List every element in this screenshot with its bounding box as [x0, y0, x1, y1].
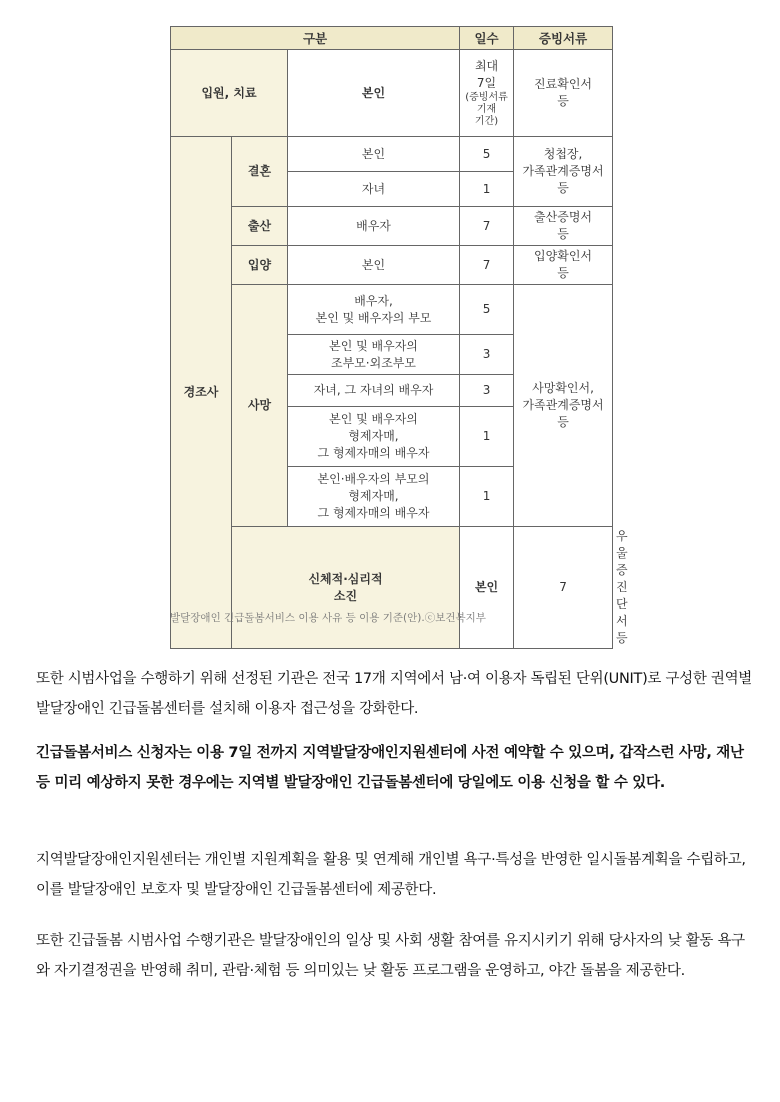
admission-docs-line: 등	[557, 94, 569, 108]
usage-criteria-table	[170, 26, 628, 649]
burnout-target: 본인	[460, 527, 514, 649]
admission-days	[460, 50, 514, 137]
table-row-death-1	[171, 285, 613, 335]
death-days: 5	[460, 285, 514, 335]
adoption-label: 입양	[232, 246, 288, 285]
burnout-label-line: 신체적·심리적	[308, 571, 383, 586]
table-header-row	[171, 27, 613, 50]
header-days: 일수	[460, 27, 514, 50]
birth-target: 배우자	[288, 207, 460, 246]
death-target-line: 본인 및 배우자의	[329, 412, 418, 426]
marriage-label: 결혼	[232, 137, 288, 207]
admission-days-line: 최대	[474, 59, 499, 73]
adoption-docs-line: 등	[557, 266, 569, 280]
table-row-burnout: 신체적·심리적 소진 본인 7 우울증 진단서 등	[171, 527, 613, 649]
admission-days-note: 기재	[476, 104, 497, 115]
birth-docs-line: 등	[557, 227, 569, 241]
paragraph-bold: 긴급돌봄서비스 신청자는 이용 7일 전까지 지역발달장애인지원센터에 사전 예약할 수 있으며, 갑작스런 사망, 재난 등 미리 예상하지 못한 경우에는 지역별 발달장애인 긴급돌봄센터에 당일에도 이용 신청을 할 수 있다.	[36, 745, 744, 791]
death-label: 사망	[232, 285, 288, 527]
death-docs-line: 등	[557, 415, 569, 429]
admission-days-note: (증빙서류	[465, 92, 508, 103]
adoption-docs-line: 입양확인서	[534, 249, 593, 263]
burnout-label	[232, 527, 460, 649]
death-target-line: 그 형제자매의 배우자	[317, 506, 430, 520]
death-days: 1	[460, 467, 514, 527]
table-caption: 발달장애인 긴급돌봄서비스 이용 사유 등 이용 기준(안).ⓒ보건복지부	[170, 612, 486, 624]
death-target-line: 배우자,	[354, 293, 393, 308]
death-target	[288, 285, 460, 335]
death-days: 3	[460, 375, 514, 407]
table-row-birth	[171, 207, 613, 246]
death-target-line: 그 형제자매의 배우자	[317, 446, 430, 460]
table-row-adoption	[171, 246, 613, 285]
admission-target: 본인	[288, 50, 460, 137]
paragraph: 또한 긴급돌봄 시범사업 수행기관은 발달장애인의 일상 및 사회 생활 참여를 유지시키기 위해 당사자의 낮 활동 욕구와 자기결정권을 반영해 취미, 관람·체험 등 의미있는 낮 활동 프로그램을 운영하고, 야간 돌봄을 제공한다.	[36, 933, 745, 979]
admission-days-line: 7일	[476, 76, 497, 90]
admission-label: 입원, 치료	[171, 50, 288, 137]
header-category: 구분	[171, 27, 460, 50]
adoption-target: 본인	[288, 246, 460, 285]
events-label: 경조사	[171, 137, 232, 649]
death-docs	[514, 285, 613, 527]
death-target-line: 본인 및 배우자의 부모	[315, 310, 432, 325]
birth-days: 7	[460, 207, 514, 246]
birth-docs	[514, 207, 613, 246]
marriage-docs-line: 가족관계증명서	[522, 164, 604, 178]
death-target-line: 조부모·외조부모	[331, 355, 416, 370]
paragraph: 지역발달장애인지원센터는 개인별 지원계획을 활용 및 연계해 개인별 욕구·특성을 반영한 일시돌봄계획을 수립하고, 이를 발달장애인 보호자 및 발달장애인 긴급돌봄센터에 제공한다.	[36, 852, 746, 898]
death-target	[288, 335, 460, 375]
adoption-days: 7	[460, 246, 514, 285]
death-target-line: 형제자매,	[348, 489, 399, 503]
death-days: 1	[460, 407, 514, 467]
marriage-target-child: 자녀	[288, 172, 460, 207]
death-target-line: 형제자매,	[348, 429, 399, 443]
header-docs: 증빙서류	[514, 27, 613, 50]
birth-docs-line: 출산증명서	[534, 210, 593, 224]
marriage-docs	[514, 137, 613, 207]
table-row-admission	[171, 50, 613, 137]
admission-docs	[514, 50, 613, 137]
marriage-docs-line: 청첩장,	[543, 147, 583, 161]
paragraph: 또한 시범사업을 수행하기 위해 선정된 기관은 전국 17개 지역에서 남·여 이용자 독립된 단위(UNIT)로 구성한 권역별 발달장애인 긴급돌봄센터를 설치해 이용자 접근성을 강화한다.	[36, 671, 752, 717]
death-target-line: 본인·배우자의 부모의	[317, 472, 430, 486]
death-docs-line: 사망확인서,	[532, 381, 594, 395]
admission-docs-line: 진료확인서	[534, 77, 593, 91]
admission-days-note: 기간)	[474, 116, 499, 127]
marriage-target-self: 본인	[288, 137, 460, 172]
birth-label: 출산	[232, 207, 288, 246]
adoption-docs	[514, 246, 613, 285]
death-target-line: 본인 및 배우자의	[329, 338, 418, 353]
burnout-label-line: 소진	[333, 588, 358, 603]
marriage-days-self: 5	[460, 137, 514, 172]
death-days: 3	[460, 335, 514, 375]
death-target	[288, 375, 460, 407]
table-row-marriage-self	[171, 137, 613, 172]
death-target	[288, 467, 460, 527]
death-target-line: 자녀, 그 자녀의 배우자	[313, 383, 434, 397]
burnout-days: 7	[514, 527, 613, 649]
marriage-docs-line: 등	[557, 181, 569, 195]
marriage-days-child: 1	[460, 172, 514, 207]
death-target	[288, 407, 460, 467]
death-docs-line: 가족관계증명서	[522, 398, 604, 412]
